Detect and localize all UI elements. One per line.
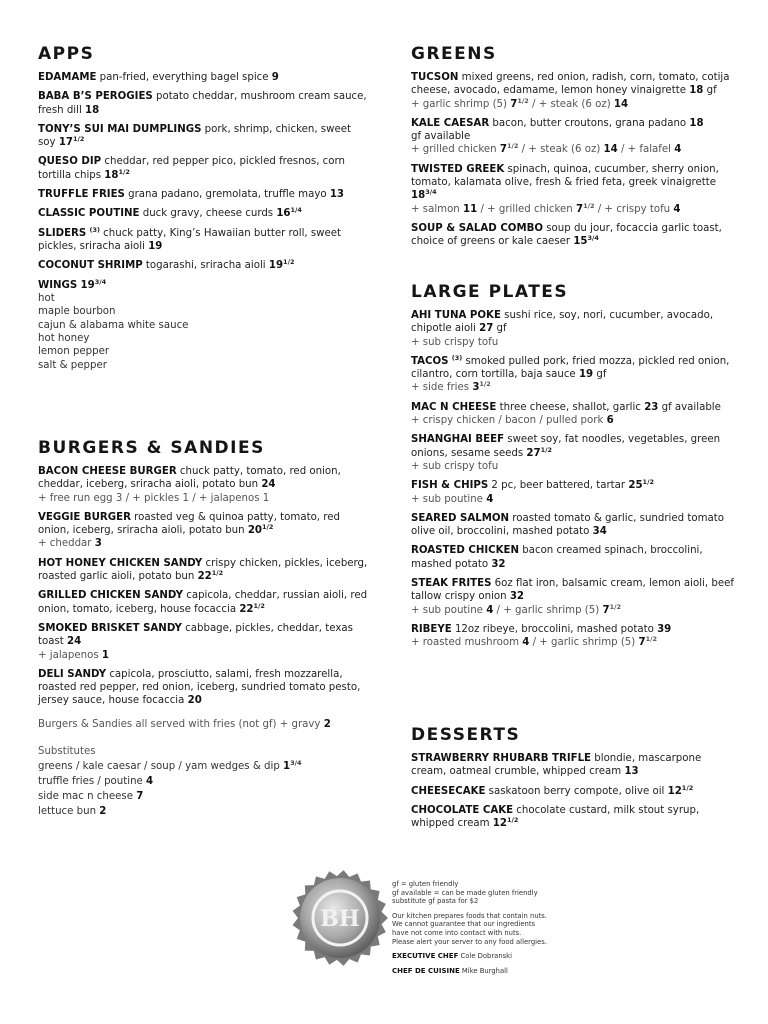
addon-label: + jalapenos: [38, 649, 102, 661]
menu-item: [411, 577, 736, 617]
addon-label: + crispy chicken / bacon / pulled pork: [411, 415, 607, 427]
item-name: COCONUT SHRIMP: [38, 260, 143, 272]
menu-item: [38, 622, 368, 662]
gf-legend: [392, 880, 562, 906]
greens-list: [411, 71, 736, 249]
item-name: KALE CAESAR: [411, 117, 490, 129]
addon-price-fraction: 1/2: [506, 142, 519, 151]
item-price-fraction: 1/2: [540, 445, 553, 454]
item-name: SLIDERS: [38, 227, 87, 239]
item-description: duck gravy, cheese curds: [139, 208, 277, 220]
addon-price-fraction: 1/2: [517, 96, 529, 105]
item-description: mixed greens, red onion, radish, corn, tomato, cotija cheese, avocado, edamame, lemon honey vinaigrette: [411, 72, 730, 97]
menu-item: [411, 544, 736, 571]
addon-price-fraction: 1/2: [609, 602, 621, 611]
item-addon: [411, 98, 736, 111]
item-price: 15: [573, 236, 588, 248]
addon-label: + grilled chicken: [411, 144, 500, 156]
executive-chef-credit: [392, 952, 562, 961]
menu-item: [411, 433, 736, 473]
item-price: 16: [276, 208, 291, 220]
menu-item: [411, 117, 736, 157]
item-count: (3): [451, 353, 463, 362]
item-price: 32: [509, 591, 524, 603]
addon-price: 7: [602, 604, 610, 616]
executive-chef-role: EXECUTIVE CHEF: [392, 952, 459, 961]
item-name: GRILLED CHICKEN SANDY: [38, 590, 183, 602]
item-description: blondie, mascarpone cream, oatmeal crumble, whipped cream: [411, 753, 702, 778]
item-name: BABA B’S PEROGIES: [38, 91, 153, 103]
item-addon: [411, 493, 736, 506]
menu-item: [38, 188, 368, 201]
addon-label: + roasted mushroom: [411, 637, 523, 649]
item-price-fraction: 1/4: [290, 206, 302, 215]
item-description: three cheese, shallot, garlic: [496, 401, 645, 413]
item-name: TWISTED GREEK: [411, 163, 505, 175]
item-name: SOUP & SALAD COMBO: [411, 222, 544, 234]
item-name: MAC N CHEESE: [411, 401, 497, 413]
section-title-greens: GREENS: [411, 44, 497, 64]
addon-price: 3: [94, 538, 102, 550]
menu-item: [38, 557, 368, 584]
footer-line: have not come into contact with nuts.: [392, 928, 522, 937]
addon-price: 7: [510, 98, 518, 110]
item-name: BACON CHEESE BURGER: [38, 466, 177, 477]
addon-price: 7: [638, 637, 646, 649]
item-price: 27: [479, 323, 494, 335]
item-description: sweet soy, fat noodles, vegetables, green onions, sesame seeds: [411, 434, 721, 459]
item-price: 18: [689, 85, 704, 97]
item-price: 19: [80, 279, 95, 291]
menu-item: [411, 71, 736, 111]
addon-label: / + crispy tofu: [594, 203, 674, 215]
item-description: spinach, quinoa, cucumber, sherry onion, tomato, kalamata olive, fresh & fried feta, greek vinaigrette: [411, 163, 719, 189]
item-name: HOT HONEY CHICKEN SANDY: [38, 557, 203, 569]
item-price: 32: [491, 558, 506, 570]
addon-price: 14: [603, 144, 618, 156]
nut-allergy-notice: [392, 912, 562, 946]
item-name: TONY’S SUI MAI DUMPLINGS: [38, 123, 202, 135]
substitute-price-fraction: 3/4: [290, 759, 302, 768]
item-description: roasted tomato & garlic, sundried tomato olive oil, broccolini, mashed potato: [411, 512, 724, 538]
menu-item: [38, 511, 368, 551]
menu-item: [411, 623, 736, 650]
footer-line: Our kitchen prepares foods that contain nuts.: [392, 911, 548, 920]
addon-label: / + grilled chicken: [477, 203, 576, 215]
item-addon: [38, 649, 368, 662]
item-description: 6oz flat iron, balsamic cream, lemon aioli, beef tallow crispy onion: [411, 578, 734, 603]
item-name: ROASTED CHICKEN: [411, 545, 520, 557]
item-name: STEAK FRITES: [411, 578, 492, 590]
addon-price: 4: [486, 493, 494, 505]
footer-notes: [392, 880, 562, 975]
substitute-price: 7: [136, 791, 144, 803]
substitute-line: [38, 804, 368, 819]
menu-item: [411, 804, 736, 831]
menu-item: [411, 479, 736, 506]
item-price: 9: [271, 72, 279, 83]
desserts-list: [411, 752, 736, 830]
item-price: 20: [247, 525, 263, 537]
substitute-price: 2: [99, 806, 107, 818]
desserts-section: [411, 725, 736, 836]
menu-item: [38, 71, 368, 84]
item-description: pork, shrimp, chicken, sweet soy: [38, 123, 351, 149]
item-addon: + free run egg 3 / + pickles 1 / + jalapenos 1: [38, 492, 270, 504]
chef-de-cuisine-credit: [392, 967, 562, 976]
item-description: roasted veg & quinoa patty, tomato, red onion, iceberg, sriracha aioli, potato bun: [38, 511, 340, 537]
item-gf-tag: gf: [703, 85, 717, 97]
addon-label: + salmon: [411, 203, 464, 215]
item-price-fraction: 1/2: [283, 258, 295, 267]
item-addon: [411, 414, 736, 427]
item-price: 17: [58, 137, 73, 149]
burgers-fries-note: [38, 718, 368, 733]
addon-price: 3: [472, 382, 480, 394]
item-price: 18: [689, 117, 704, 129]
item-price: 18: [85, 104, 100, 116]
substitute-line: [38, 759, 368, 774]
section-title-desserts: DESSERTS: [411, 725, 521, 745]
item-description: chocolate custard, milk stout syrup, whipped cream: [411, 804, 700, 830]
item-name: CHOCOLATE CAKE: [411, 804, 514, 816]
item-name: TRUFFLE FRIES: [38, 189, 125, 201]
addon-price: 4: [486, 604, 494, 616]
menu-item: [38, 155, 368, 182]
addon-price-fraction: 1/2: [583, 201, 595, 210]
item-addon: [411, 636, 736, 649]
footer-line: gf available = can be made gluten friendly: [392, 888, 538, 897]
substitute-line: [38, 789, 368, 804]
addon-label: / + steak (6 oz): [518, 144, 604, 156]
addon-price: 11: [463, 203, 478, 215]
large-plates-section: [411, 282, 736, 656]
wing-flavor: hot honey: [38, 333, 90, 345]
section-title-burgers: BURGERS & SANDIES: [38, 438, 265, 458]
item-addon: [411, 381, 736, 394]
item-price: 18: [411, 190, 426, 202]
item-price: 27: [526, 447, 541, 459]
item-price: 19: [148, 240, 163, 252]
item-name: SMOKED BRISKET SANDY: [38, 622, 182, 634]
menu-item: [38, 259, 368, 272]
addon-price: 7: [576, 203, 584, 215]
item-price-fraction: 1/2: [681, 783, 694, 792]
item-name: RIBEYE: [411, 623, 452, 635]
substitutes-block: [38, 744, 368, 819]
item-description: 12oz ribeye, broccolini, mashed potato: [451, 623, 658, 635]
addon-label: / + garlic shrimp (5): [529, 637, 639, 649]
substitutes-label: Substitutes: [38, 746, 96, 758]
item-description: chuck patty, King’s Hawaiian butter roll, sweet pickles, sriracha aioli: [38, 227, 342, 252]
item-price: 24: [261, 479, 276, 491]
substitute-text: truffle fries / poutine: [38, 776, 147, 788]
item-gf-tag: gf available: [411, 131, 471, 143]
item-description: potato cheddar, mushroom cream sauce, fresh dill: [38, 91, 367, 116]
item-name: STRAWBERRY RHUBARB TRIFLE: [411, 753, 592, 764]
burgers-section: [38, 438, 368, 819]
item-price: 18: [104, 169, 119, 181]
item-price: 19: [268, 260, 284, 272]
item-price: 39: [657, 623, 672, 635]
addon-price: 4: [673, 203, 681, 215]
bottlecap-logo: [290, 868, 390, 968]
item-price: 19: [578, 369, 594, 381]
footer-line: gf = gluten friendly: [392, 880, 459, 888]
menu-item-wings: [38, 279, 368, 373]
item-count: (3): [89, 225, 100, 234]
item-addon: [38, 537, 368, 550]
item-price: 25: [628, 480, 643, 492]
menu-item: [411, 309, 736, 349]
item-gf-tag: gf available: [658, 401, 721, 413]
item-gf-tag: gf: [593, 369, 607, 381]
wing-flavor: maple bourbon: [38, 306, 116, 318]
item-description: 2 pc, beer battered, tartar: [488, 480, 629, 492]
item-price-fraction: 3/4: [587, 234, 599, 243]
substitute-line: [38, 774, 368, 789]
wing-flavors: [38, 292, 368, 372]
chef-de-cuisine-name: Mike Burghall: [459, 966, 508, 975]
item-name: CHEESECAKE: [411, 785, 486, 797]
section-title-apps: APPS: [38, 44, 95, 64]
item-name: FISH & CHIPS: [411, 480, 489, 492]
item-price-fraction: 3/4: [94, 277, 107, 286]
menu-item: [411, 222, 736, 249]
item-price-fraction: 1/2: [118, 167, 130, 176]
item-price: 34: [592, 526, 607, 538]
item-description: saskatoon berry compote, olive oil: [485, 785, 668, 797]
item-price-fraction: 3/4: [425, 188, 437, 197]
greens-section: [411, 44, 736, 255]
menu-item: [411, 752, 736, 779]
apps-section: [38, 44, 368, 378]
chef-de-cuisine-role: CHEF DE CUISINE: [392, 966, 460, 975]
item-price: 13: [624, 766, 639, 778]
menu-item: [38, 668, 368, 708]
item-price-fraction: 1/2: [506, 816, 519, 825]
addon-price: 4: [522, 637, 530, 649]
substitute-text: lettuce bun: [38, 806, 100, 818]
addon-label: + sub poutine: [411, 604, 487, 616]
item-description: cheddar, red pepper pico, pickled fresnos, corn tortilla chips: [38, 156, 345, 181]
item-name: EDAMAME: [38, 72, 97, 83]
item-name: CLASSIC POUTINE: [38, 208, 140, 220]
item-price: 22: [197, 571, 212, 583]
menu-item: [411, 163, 736, 216]
footer-line: Please alert your server to any food allergies.: [392, 937, 547, 946]
addon-label: / + falafel: [617, 144, 675, 156]
item-description: bacon creamed spinach, broccolini, mashed potato: [411, 545, 703, 570]
wing-flavor: hot: [38, 292, 55, 304]
item-name: WINGS: [38, 279, 78, 291]
addon-label: / + steak (6 oz): [528, 98, 614, 110]
apps-list: [38, 71, 368, 273]
menu-item: [38, 589, 368, 616]
footer-line: substitute gf pasta for $2: [392, 897, 479, 906]
item-description: capicola, cheddar, russian aioli, red onion, tomato, iceberg, house focaccia: [38, 590, 368, 615]
item-price: 20: [187, 695, 202, 707]
item-name: TUCSON: [411, 72, 459, 83]
item-name: TACOS: [411, 355, 449, 367]
menu-item: [38, 90, 368, 117]
item-description: grana padano, gremolata, truffle mayo: [124, 189, 330, 201]
addon-label: + side fries: [411, 382, 473, 394]
item-price: 12: [492, 818, 507, 830]
item-name: DELI SANDY: [38, 668, 107, 680]
menu-item: [411, 512, 736, 539]
item-description: soup du jour, focaccia garlic toast, choice of greens or kale caeser: [411, 222, 722, 248]
addon-price: 14: [613, 98, 629, 110]
menu-item: [411, 401, 736, 428]
item-price-fraction: 1/2: [73, 135, 85, 144]
item-description: crispy chicken, pickles, iceberg, roasted garlic aioli, potato bun: [38, 557, 368, 583]
item-name: AHI TUNA POKE: [411, 310, 501, 321]
item-price: 23: [644, 401, 659, 413]
item-addon: [411, 203, 736, 216]
burgers-note-text: Burgers & Sandies all served with fries (not gf) + gravy: [38, 718, 324, 730]
item-price: 22: [239, 603, 254, 615]
menu-item: [411, 355, 736, 395]
large-plates-list: [411, 309, 736, 650]
addon-price: 1: [101, 649, 109, 661]
item-description: pan-fried, everything bagel spice: [96, 72, 272, 83]
item-description: cabbage, pickles, cheddar, texas toast: [38, 622, 353, 648]
addon-price: 7: [499, 144, 507, 156]
substitute-text: side mac n cheese: [38, 791, 137, 803]
addon-label: + cheddar: [38, 538, 95, 550]
item-addon: + sub crispy tofu: [411, 336, 499, 348]
logo-monogram: BH: [320, 906, 360, 932]
section-title-large-plates: LARGE PLATES: [411, 282, 569, 302]
addon-price: 4: [674, 144, 682, 156]
addon-price-fraction: 1/2: [479, 380, 491, 389]
item-name: QUESO DIP: [38, 156, 102, 168]
burgers-list: [38, 465, 368, 708]
addon-price: 6: [606, 415, 614, 427]
wing-flavor: cajun & alabama white sauce: [38, 319, 189, 331]
item-price: 13: [329, 189, 345, 201]
item-price-fraction: 1/2: [262, 523, 274, 532]
item-price-fraction: 1/2: [211, 569, 224, 578]
item-description: chuck patty, tomato, red onion, cheddar, iceberg, sriracha aioli, potato bun: [38, 466, 341, 491]
item-name: SHANGHAI BEEF: [411, 434, 505, 446]
menu-item: [38, 123, 368, 150]
item-addon: + sub crispy tofu: [411, 460, 499, 472]
item-addon: [411, 604, 736, 617]
executive-chef-name: Cole Dobranski: [458, 952, 512, 961]
item-description: capicola, prosciutto, salami, fresh mozzarella, roasted red pepper, red onion, iceberg, sundried tomato pesto, jersey sauce, house focaccia: [38, 668, 361, 707]
addon-label: + sub poutine: [411, 493, 487, 505]
item-description: bacon, butter croutons, grana padano: [489, 117, 690, 129]
menu-item: [38, 465, 368, 505]
wing-flavor: salt & pepper: [38, 359, 107, 371]
item-price-fraction: 1/2: [253, 601, 265, 610]
addon-label: + garlic shrimp (5): [411, 98, 511, 110]
addon-price-fraction: 1/2: [645, 635, 658, 644]
item-description: togarashi, sriracha aioli: [142, 260, 269, 272]
substitute-price: 1: [283, 761, 291, 773]
menu-item: [38, 227, 368, 254]
item-description: smoked pulled pork, fried mozza, pickled red onion, cilantro, corn tortilla, baja sauce: [411, 355, 730, 381]
footer-line: We cannot guarantee that our ingredients: [392, 920, 536, 929]
wing-flavor: lemon pepper: [38, 346, 110, 358]
item-name: VEGGIE BURGER: [38, 511, 131, 523]
substitutes-list: [38, 759, 368, 819]
menu-item: [38, 207, 368, 220]
item-gf-tag: gf: [493, 323, 507, 335]
menu-item: [411, 785, 736, 798]
item-price: 24: [67, 636, 82, 648]
substitute-price: 4: [146, 776, 154, 788]
item-price: 12: [667, 785, 682, 797]
substitute-text: greens / kale caesar / soup / yam wedges & dip: [38, 761, 284, 773]
item-price-fraction: 1/2: [642, 478, 654, 487]
item-description: sushi rice, soy, nori, cucumber, avocado, chipotle aioli: [411, 310, 714, 335]
item-name: SEARED SALMON: [411, 512, 510, 524]
item-addon: [411, 143, 736, 156]
burgers-note-price: 2: [323, 718, 331, 730]
addon-label: / + garlic shrimp (5): [493, 604, 603, 616]
